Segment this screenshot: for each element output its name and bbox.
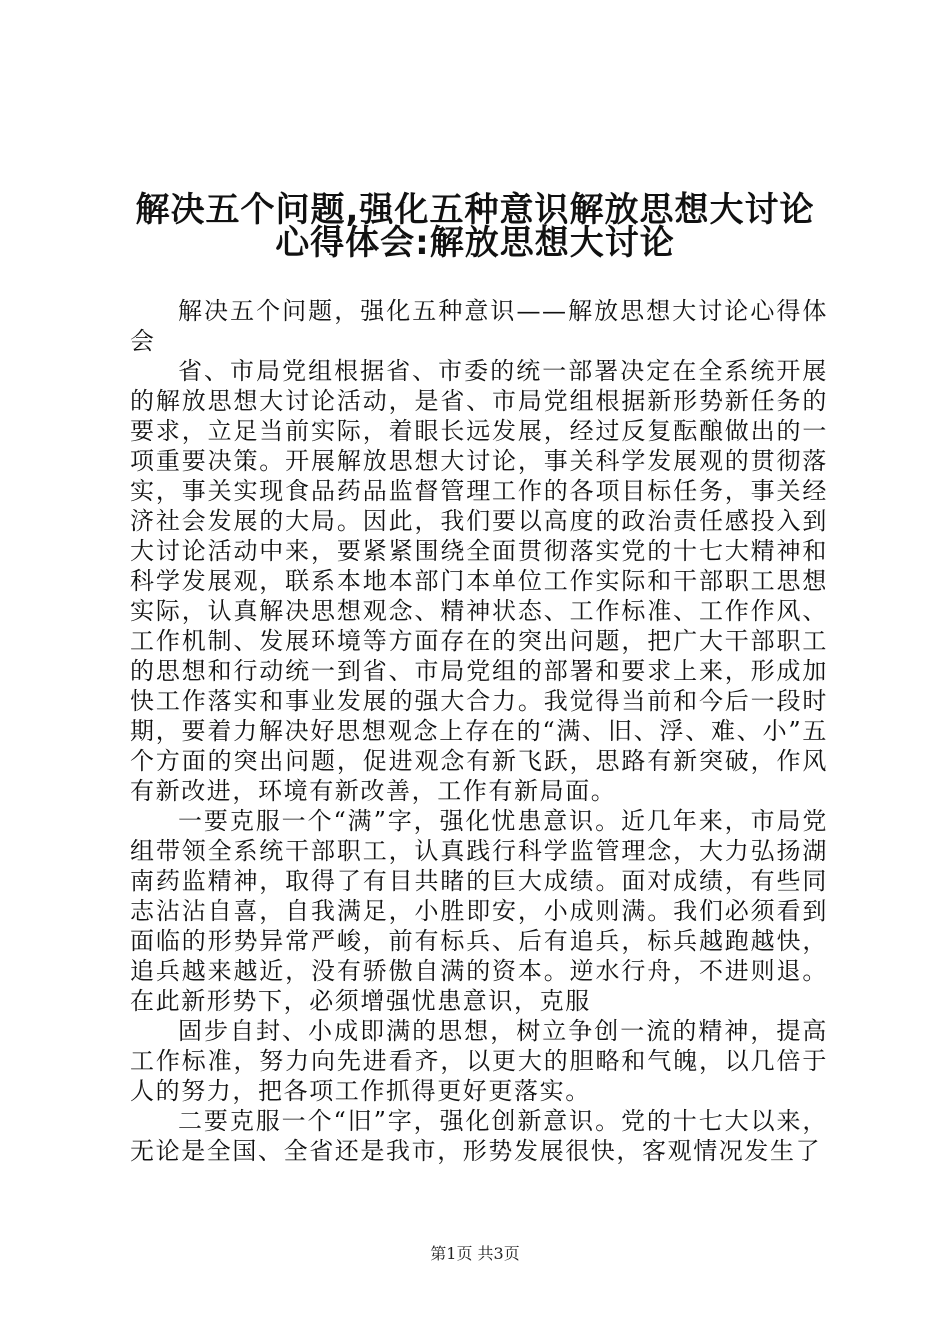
paragraph-intro: 省、市局党组根据省、市委的统一部署决定在全系统开展的解放思想大讨论活动，是省、市局党组根据新形势新任务的要求，立足当前实际，着眼长远发展，经过反复酝酿做出的一项重要决策。开展解放思想大讨论，事关科学发展观的贯彻落实，事关实现食品药品监督管理工作的各项目标任务，事关经济社会发展的大局。因此，我们要以高度的政治责任感投入到大讨论活动中来，要紧紧围绕全面贯彻落实党的十七大精神和科学发展观，联系本地本部门本单位工作实际和干部职工思想实际，认真解决思想观念、精神状态、工作标准、工作作风、工作机制、发展环境等方面存在的突出问题，把广大干部职工的思想和行动统一到省、市局党组的部署和要求上来，形成加快工作落实和事业发展的强大合力。我觉得当前和今后一段时期，要着力解决好思想观念上存在的“满、旧、浮、难、小”五个方面的突出问题，促进观念有新飞跃，思路有新突破，作风有新改进，环境有新改善，工作有新局面。	[130, 357, 828, 805]
paragraph-point-one-continued: 固步自封、小成即满的思想，树立争创一流的精神，提高工作标准，努力向先进看齐，以更大的胆略和气魄，以几倍于人的努力，把各项工作抓得更好更落实。	[130, 1017, 828, 1105]
document-title-line-2: 心得体会:解放思想大讨论	[275, 223, 675, 263]
page-footer: 第1页 共3页	[430, 1244, 520, 1263]
paragraph-point-two: 二要克服一个“旧”字，强化创新意识。党的十七大以来，无论是全国、全省还是我市，形势发展很快，客观情况发生了	[130, 1107, 828, 1165]
paragraph-point-one: 一要克服一个“满”字，强化忧患意识。近几年来，市局党组带领全系统干部职工，认真践行科学监管理念，大力弘扬湖南药监精神，取得了有目共睹的巨大成绩。面对成绩，有些同志沾沾自喜，自我满足，小胜即安，小成则满。我们必须看到面临的形势异常严峻，前有标兵、后有追兵，标兵越跑越快，追兵越来越近，没有骄傲自满的资本。逆水行舟，不进则退。在此新形势下，必须增强忧患意识，克服	[130, 807, 828, 1015]
document-body	[130, 296, 828, 1166]
document-title-line-1: 解决五个问题,强化五种意识解放思想大讨论	[135, 190, 815, 230]
paragraph-subtitle: 解决五个问题，强化五种意识——解放思想大讨论心得体会	[130, 297, 828, 355]
